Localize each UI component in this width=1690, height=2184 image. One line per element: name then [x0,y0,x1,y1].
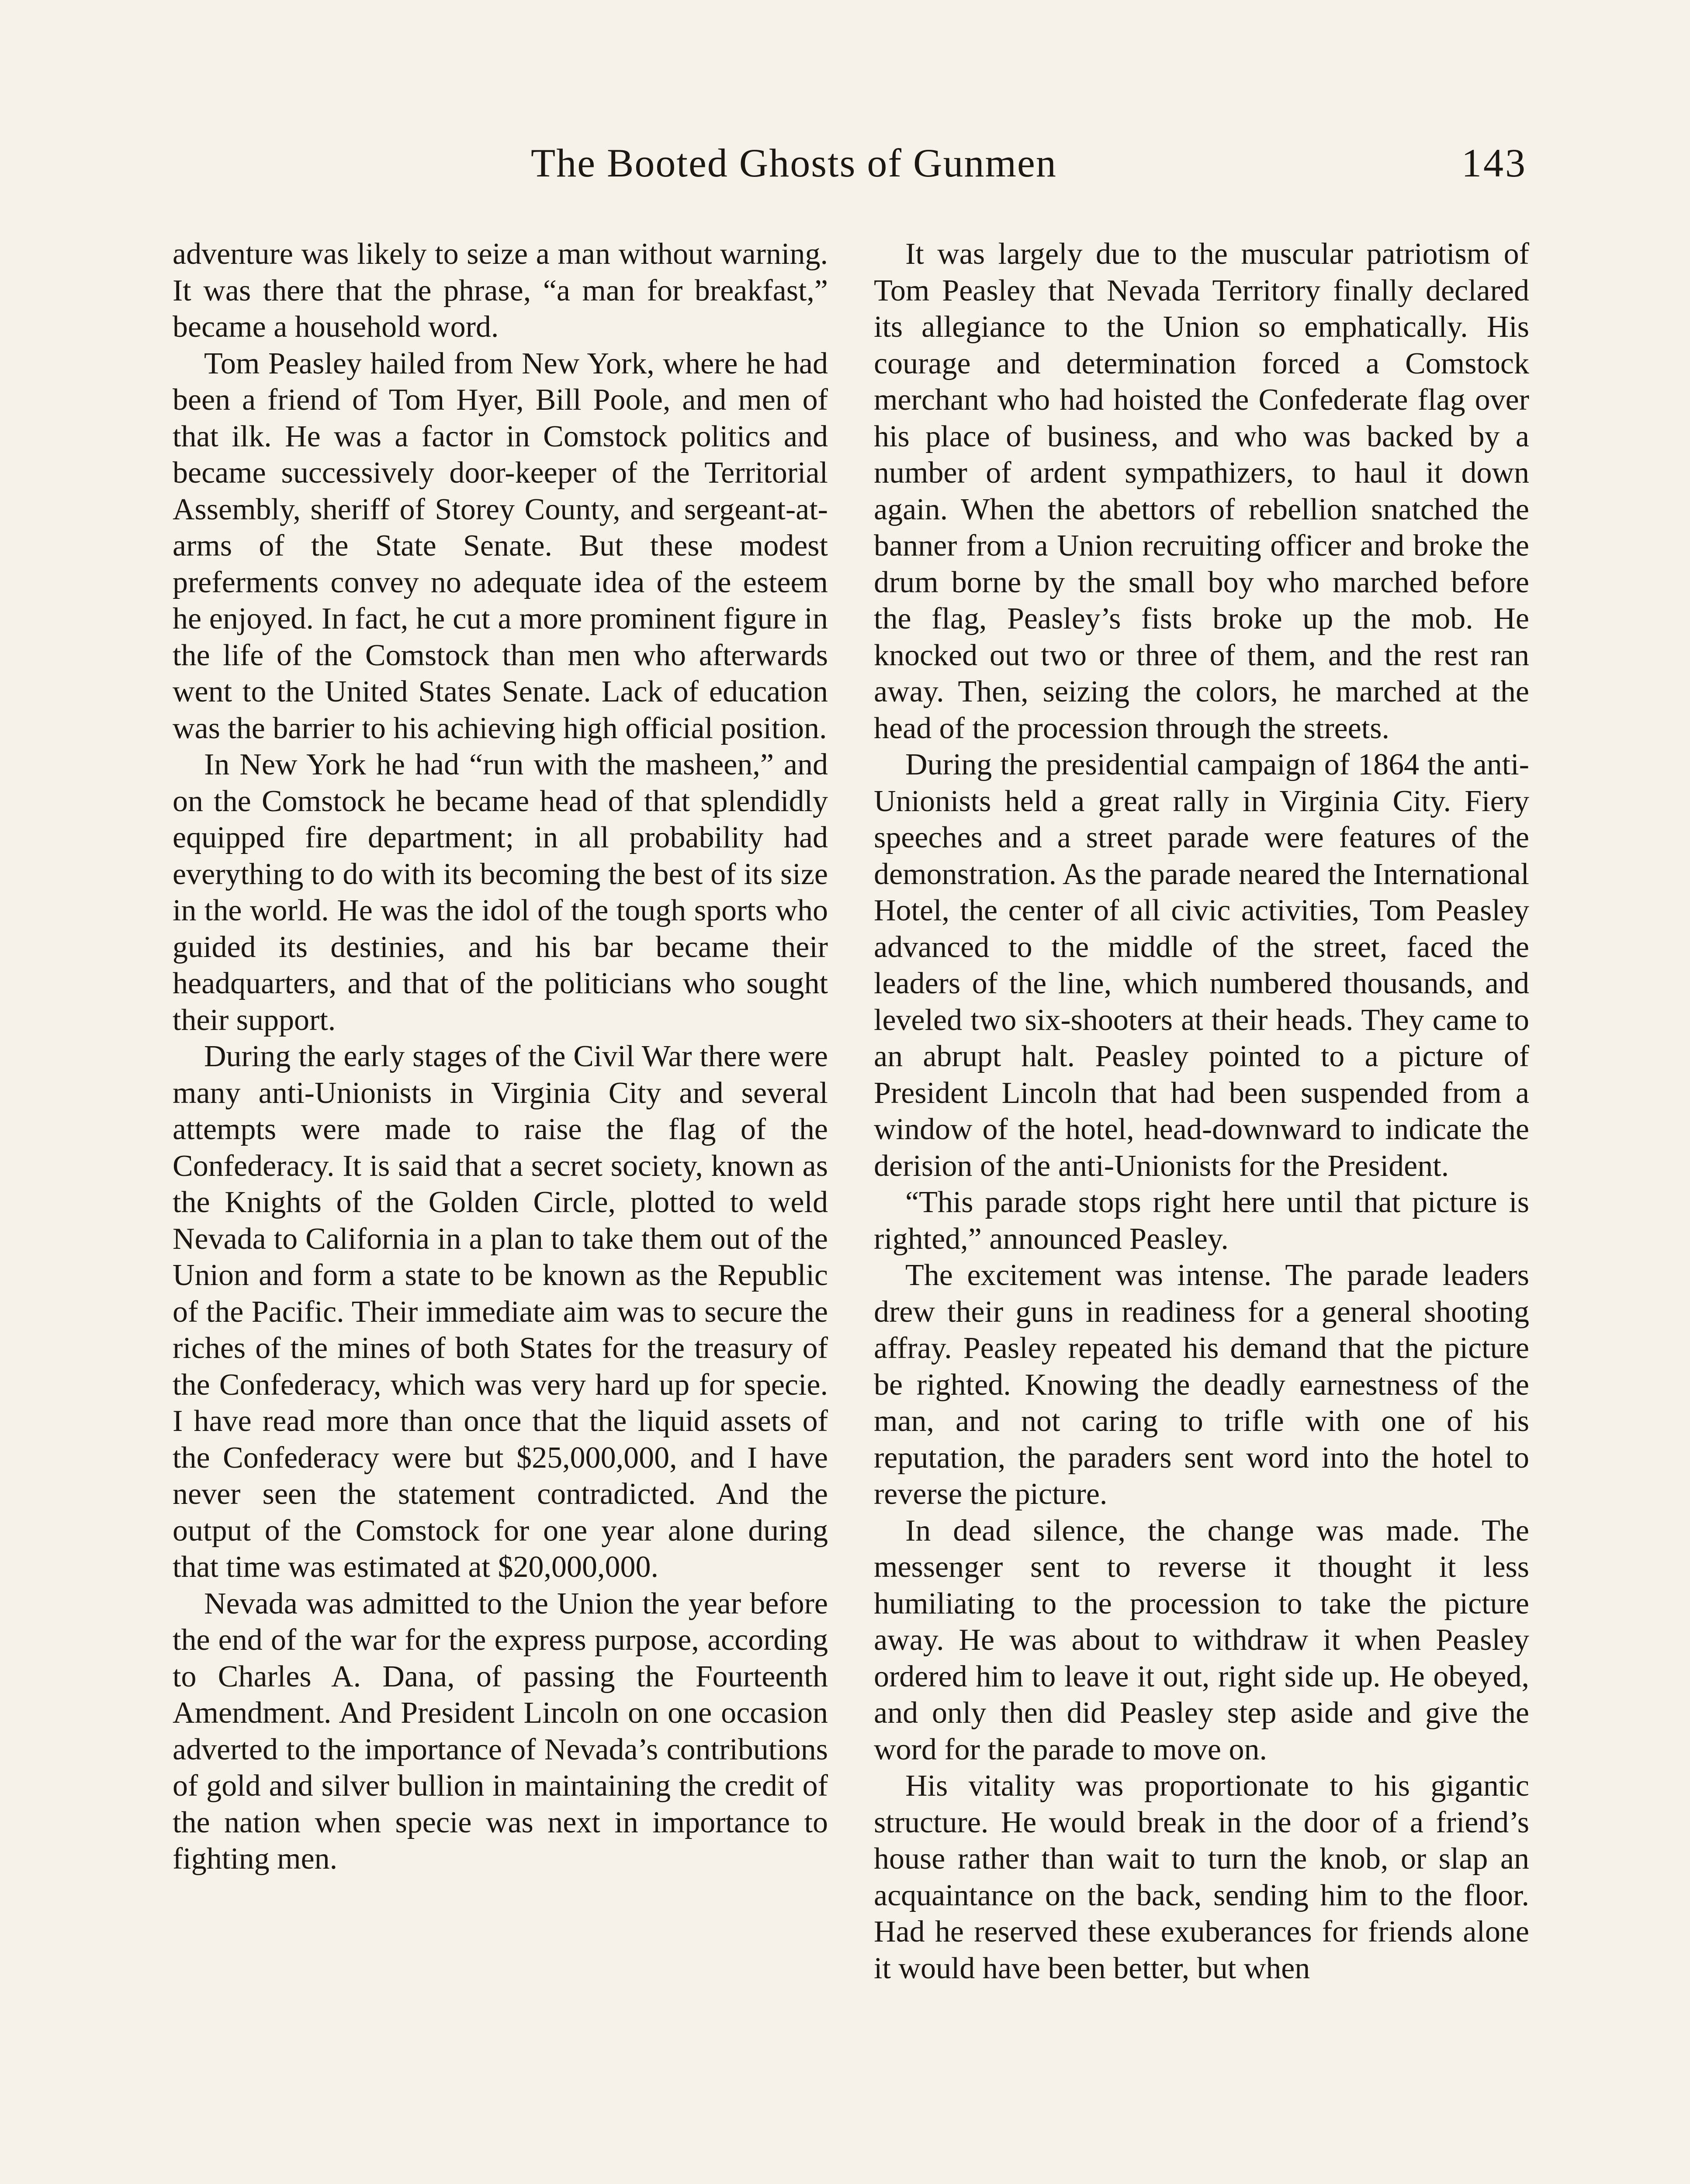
paragraph: It was largely due to the muscular patriotism of Tom Peasley that Nevada Territory finally declared its allegiance to the Union so emphatically. His courage and determination forced a Comstock merchant who had hoisted the Confederate flag over his place of business, and who was backed by a number of ardent sympathizers, to haul it down again. When the abettors of rebellion snatched the banner from a Union recruiting officer and broke the drum borne by the small boy who marched before the flag, Peasley’s fists broke up the mob. He knocked out two or three of them, and the rest ran away. Then, seizing the colors, he marched at the head of the procession through the streets. [874,237,1529,745]
paragraph: Tom Peasley hailed from New York, where he had been a friend of Tom Hyer, Bill Poole, and men of that ilk. He was a factor in Comstock politics and became successively door-keeper of the Territorial Assembly, sheriff of Storey County, and sergeant-at-arms of the State Senate. But these modest preferments convey no adequate idea of the esteem he enjoyed. In fact, he cut a more prominent figure in the life of the Comstock than men who afterwards went to the United States Senate. Lack of education was the barrier to his achieving high official position. [173,346,828,745]
running-head [173,140,1527,197]
paragraph: During the presidential campaign of 1864 the anti-Unionists held a great rally in Virginia City. Fiery speeches and a street parade were features of the demonstration. As the parade neared the International Hotel, the center of all civic activities, Tom Peasley advanced to the middle of the street, faced the leaders of the line, which numbered thousands, and leveled two six-shooters at their heads. They came to an abrupt halt. Peasley pointed to a picture of President Lincoln that had been suspended from a window of the hotel, head-downward to indicate the derision of the anti-Unionists for the President. [874,748,1529,1183]
left-column [173,236,828,1877]
right-column [874,236,1529,1987]
paragraph: “This parade stops right here until that picture is righted,” announced Peasley. [874,1185,1529,1256]
paragraph: adventure was likely to seize a man without warning. It was there that the phrase, “a man for breakfast,” became a household word. [173,237,828,344]
paragraph: Nevada was admitted to the Union the year before the end of the war for the express purpose, according to Charles A. Dana, of passing the Fourteenth Amendment. And President Lincoln on one occasion adverted to the importance of Nevada’s contributions of gold and silver bullion in maintaining the credit of the nation when specie was next in importance to fighting men. [173,1586,828,1876]
page-number: 143 [1461,141,1527,185]
paragraph: During the early stages of the Civil War there were many anti-Unionists in Virginia City and several attempts were made to raise the flag of the Confederacy. It is said that a secret society, known as the Knights of the Golden Circle, plotted to weld Nevada to California in a plan to take them out of the Union and form a state to be known as the Republic of the Pacific. Their immediate aim was to secure the riches of the mines of both States for the treasury of the Confederacy, which was very hard up for specie. I have read more than once that the liquid assets of the Confederacy were but $25,000,000, and I have never seen the statement contradicted. And the output of the Comstock for one year alone during that time was estimated at $20,000,000. [173,1040,828,1584]
paragraph: His vitality was proportionate to his gigantic structure. He would break in the door of a friend’s house rather than wait to turn the knob, or slap an acquaintance on the back, sending him to the floor. Had he reserved these exuberances for friends alone it would have been better, but when [874,1769,1529,1985]
paragraph: In New York he had “run with the masheen,” and on the Comstock he became head of that splendidly equipped fire department; in all probability had everything to do with its becoming the best of its size in the world. He was the idol of the tough sports who guided its destinies, and his bar became their headquarters, and that of the politicians who sought their support. [173,748,828,1037]
paragraph: The excitement was intense. The parade leaders drew their guns in readiness for a general shooting affray. Peasley repeated his demand that the picture be righted. Knowing the deadly earnestness of the man, and not caring to trifle with one of his reputation, the paraders sent word into the hotel to reverse the picture. [874,1258,1529,1511]
paragraph: In dead silence, the change was made. The messenger sent to reverse it thought it less humiliating to the procession to take the picture away. He was about to withdraw it when Peasley ordered him to leave it out, right side up. He obeyed, and only then did Peasley step aside and give the word for the parade to move on. [874,1514,1529,1766]
running-title: The Booted Ghosts of Gunmen [531,141,1057,185]
